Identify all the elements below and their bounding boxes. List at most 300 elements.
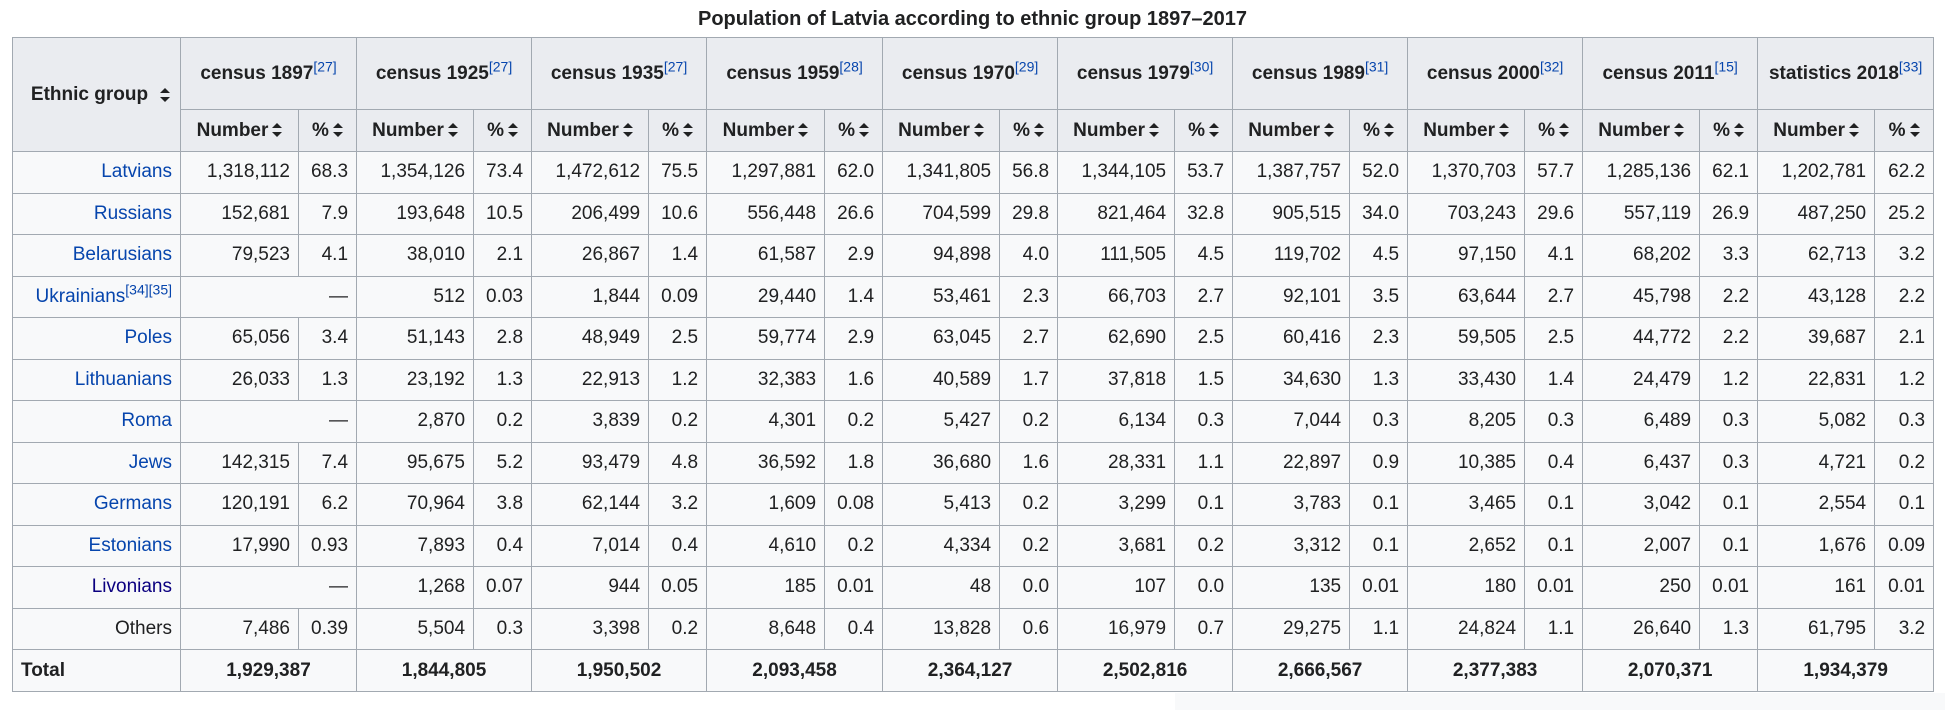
no-data-cell: — [181,276,357,318]
total-row [13,650,1934,692]
percent-cell: 0.4 [649,525,707,567]
reference-link[interactable] [489,58,512,74]
number-cell: 703,243 [1408,193,1525,235]
number-sort-header[interactable] [1233,110,1350,152]
percent-cell: 53.7 [1175,152,1233,194]
reference-link[interactable] [839,58,862,74]
number-sort-header[interactable] [181,110,299,152]
percent-cell: 1.3 [1350,359,1408,401]
number-cell: 24,479 [1583,359,1700,401]
total-cell: 2,502,816 [1058,650,1233,692]
ethnic-group-cell [13,484,181,526]
census-header [532,38,707,110]
percent-cell: 1.6 [825,359,883,401]
percent-cell: 2.9 [825,235,883,277]
number-cell: 61,795 [1758,608,1875,650]
percent-cell: 56.8 [1000,152,1058,194]
number-cell: 59,774 [707,318,825,360]
percent-cell: 0.9 [1350,442,1408,484]
percent-cell: 4.5 [1350,235,1408,277]
number-cell: 7,014 [532,525,649,567]
census-header-label: statistics 2018 [1768,62,1899,84]
number-header-label: Number [1423,119,1495,141]
table-row [13,442,1934,484]
number-cell: 704,599 [883,193,1000,235]
reference-link[interactable] [125,281,172,297]
total-cell: 2,364,127 [883,650,1058,692]
number-cell: 65,056 [181,318,299,360]
number-cell: 1,472,612 [532,152,649,194]
ethnic-group-link[interactable]: Lithuanians [74,368,172,390]
percent-cell: 34.0 [1350,193,1408,235]
number-cell: 3,465 [1408,484,1525,526]
percent-cell: 1.1 [1175,442,1233,484]
number-cell: 62,144 [532,484,649,526]
number-cell: 29,275 [1233,608,1350,650]
percent-cell: 73.4 [474,152,532,194]
percent-cell: 52.0 [1350,152,1408,194]
reference-anchor[interactable]: [27] [488,58,513,75]
percent-header-label: % [487,119,504,141]
number-cell: 4,334 [883,525,1000,567]
number-cell: 487,250 [1758,193,1875,235]
percent-cell: 4.1 [299,235,357,277]
percent-cell: 2.3 [1000,276,1058,318]
table-row [13,567,1934,609]
census-header-label: census 1979 [1076,62,1190,84]
number-sort-header[interactable] [1758,110,1875,152]
ethnic-group-link[interactable]: Germans [93,493,172,515]
percent-cell: 0.09 [649,276,707,318]
number-cell: 206,499 [532,193,649,235]
number-cell: 22,831 [1758,359,1875,401]
number-cell: 1,370,703 [1408,152,1525,194]
number-cell: 512 [357,276,474,318]
percent-sort-header[interactable] [1350,110,1408,152]
percent-cell: 1.4 [825,276,883,318]
reference-link[interactable] [1714,58,1737,74]
number-cell: 62,713 [1758,235,1875,277]
reference-link[interactable] [1899,58,1922,74]
census-header-label: census 2011 [1602,62,1715,84]
percent-cell: 0.2 [1000,484,1058,526]
percent-cell: 2.7 [1175,276,1233,318]
ethnic-group-link[interactable]: Jews [128,451,172,473]
number-cell: 63,644 [1408,276,1525,318]
ethnic-group-link[interactable]: Ukrainians [35,285,126,307]
percent-cell: 26.6 [825,193,883,235]
reference-link[interactable] [1540,58,1563,74]
number-sort-header[interactable] [1408,110,1525,152]
percent-cell: 0.3 [1875,401,1934,443]
number-cell: 5,427 [883,401,1000,443]
percent-sort-header[interactable] [1175,110,1233,152]
census-header [707,38,883,110]
total-cell: 2,666,567 [1233,650,1408,692]
number-sort-header[interactable] [1583,110,1700,152]
percent-cell: 2.2 [1875,276,1934,318]
percent-cell: 1.6 [1000,442,1058,484]
percent-cell: 6.2 [299,484,357,526]
percent-cell: 5.2 [474,442,532,484]
sort-icon[interactable] [160,88,170,102]
percent-cell: 0.01 [1700,567,1758,609]
number-cell: 1,341,805 [883,152,1000,194]
sort-icon[interactable] [1384,123,1394,137]
percent-cell: 2.5 [1175,318,1233,360]
sort-icon[interactable] [798,123,808,137]
number-cell: 107 [1058,567,1175,609]
percent-cell: 0.07 [474,567,532,609]
sort-icon[interactable] [333,123,343,137]
percent-cell: 0.0 [1000,567,1058,609]
number-cell: 39,687 [1758,318,1875,360]
percent-cell: 7.4 [299,442,357,484]
sort-icon[interactable] [508,123,518,137]
sort-icon[interactable] [1034,123,1044,137]
number-cell: 1,297,881 [707,152,825,194]
number-cell: 26,867 [532,235,649,277]
table-row [13,152,1934,194]
number-cell: 161 [1758,567,1875,609]
reference-anchor[interactable]: [33] [1898,58,1923,75]
percent-cell: 75.5 [649,152,707,194]
number-cell: 22,913 [532,359,649,401]
percent-cell: 0.0 [1175,567,1233,609]
percent-cell: 1.3 [1700,608,1758,650]
census-header [357,38,532,110]
percent-cell: 26.9 [1700,193,1758,235]
reference-anchor[interactable]: [27] [313,58,337,75]
percent-cell: 2.1 [474,235,532,277]
table-row [13,235,1934,277]
number-cell: 4,610 [707,525,825,567]
percent-cell: 0.2 [1875,442,1934,484]
percent-header-label: % [838,119,855,141]
percent-cell: 3.2 [1875,235,1934,277]
reference-link[interactable] [664,58,687,74]
number-cell: 2,870 [357,401,474,443]
sort-icon[interactable] [1324,123,1334,137]
number-sort-header[interactable] [1058,110,1175,152]
number-cell: 28,331 [1058,442,1175,484]
number-cell: 97,150 [1408,235,1525,277]
census-header-label: census 1989 [1251,62,1365,84]
census-header [1758,38,1934,110]
number-cell: 68,202 [1583,235,1700,277]
reference-anchor[interactable]: [28] [839,58,863,75]
ethnic-group-cell [13,276,181,318]
reference-anchor[interactable]: [31] [1364,58,1389,75]
number-cell: 1,285,136 [1583,152,1700,194]
number-cell: 4,301 [707,401,825,443]
number-cell: 250 [1583,567,1700,609]
number-cell: 34,630 [1233,359,1350,401]
sort-icon[interactable] [1910,123,1920,137]
total-cell: 2,377,383 [1408,650,1583,692]
number-cell: 44,772 [1583,318,1700,360]
ethnic-group-link[interactable]: Estonians [88,534,172,556]
number-sort-header[interactable] [532,110,649,152]
census-header-label: census 1959 [726,62,840,84]
sort-icon[interactable] [1734,123,1744,137]
number-cell: 48 [883,567,1000,609]
number-cell: 1,844 [532,276,649,318]
percent-cell: 2.5 [649,318,707,360]
percent-cell: 0.3 [1700,401,1758,443]
percent-sort-header[interactable] [1525,110,1583,152]
percent-cell: 0.2 [825,401,883,443]
table-row [13,359,1934,401]
number-header-label: Number [196,119,269,141]
number-cell: 557,119 [1583,193,1700,235]
percent-cell: 68.3 [299,152,357,194]
table-row [13,318,1934,360]
number-sort-header[interactable] [357,110,474,152]
percent-cell: 0.4 [825,608,883,650]
percent-cell: 3.4 [299,318,357,360]
percent-cell: 29.8 [1000,193,1058,235]
number-sort-header[interactable] [707,110,825,152]
ethnic-group-label: Others [114,617,172,639]
number-cell: 3,312 [1233,525,1350,567]
number-cell: 3,839 [532,401,649,443]
percent-cell: 0.01 [825,567,883,609]
percent-cell: 2.8 [474,318,532,360]
footer-strip [1175,693,1945,710]
sort-icon[interactable] [1674,123,1684,137]
percent-cell: 29.6 [1525,193,1583,235]
percent-cell: 1.7 [1000,359,1058,401]
ethnic-group-header[interactable] [13,38,181,152]
number-cell: 66,703 [1058,276,1175,318]
number-cell: 36,680 [883,442,1000,484]
table-row [13,276,1934,318]
ethnic-group-cell [13,525,181,567]
percent-cell: 1.5 [1175,359,1233,401]
ethnic-group-link[interactable]: Latvians [101,161,172,183]
sort-icon[interactable] [1849,123,1859,137]
percent-cell: 1.4 [1525,359,1583,401]
percent-header-label: % [312,119,329,141]
percent-cell: 0.3 [474,608,532,650]
percent-cell: 0.1 [1175,484,1233,526]
number-header-label: Number [722,119,795,141]
percent-cell: 0.01 [1525,567,1583,609]
number-cell: 8,648 [707,608,825,650]
reference-link[interactable] [1015,58,1038,74]
number-cell: 7,893 [357,525,474,567]
percent-cell: 25.2 [1875,193,1934,235]
percent-cell: 0.3 [1525,401,1583,443]
number-cell: 142,315 [181,442,299,484]
sort-icon[interactable] [683,123,693,137]
ethnic-group-link[interactable]: Russians [93,202,172,224]
sort-icon[interactable] [1499,123,1509,137]
number-cell: 6,489 [1583,401,1700,443]
reference-anchor[interactable]: [34][35] [125,281,172,298]
number-cell: 5,413 [883,484,1000,526]
census-header-label: census 1897 [200,62,314,84]
percent-cell: 1.8 [825,442,883,484]
number-header-label: Number [547,119,619,141]
reference-anchor[interactable]: [27] [663,58,688,75]
number-cell: 6,134 [1058,401,1175,443]
percent-cell: 4.8 [649,442,707,484]
percent-cell: 1.3 [299,359,357,401]
reference-link[interactable] [313,58,336,74]
sort-icon[interactable] [623,123,633,137]
reference-link[interactable] [1190,58,1213,74]
percent-sort-header[interactable] [1875,110,1934,152]
sort-icon[interactable] [1149,123,1159,137]
reference-anchor[interactable]: [15] [1714,58,1738,75]
percent-cell: 0.08 [825,484,883,526]
ethnic-group-cell [13,567,181,609]
percent-cell: 3.2 [1875,608,1934,650]
percent-cell: 0.01 [1350,567,1408,609]
number-cell: 8,205 [1408,401,1525,443]
percent-cell: 0.7 [1175,608,1233,650]
number-header-label: Number [372,119,444,141]
percent-sort-header[interactable] [825,110,883,152]
sort-icon[interactable] [1559,123,1569,137]
percent-sort-header[interactable] [474,110,532,152]
percent-sort-header[interactable] [1000,110,1058,152]
percent-cell: 1.3 [474,359,532,401]
census-header [1233,38,1408,110]
number-cell: 36,592 [707,442,825,484]
table-row [13,525,1934,567]
number-cell: 53,461 [883,276,1000,318]
reference-anchor[interactable]: [30] [1189,58,1214,75]
ethnic-group-link[interactable]: Livonians [91,576,172,598]
percent-cell: 3.5 [1350,276,1408,318]
number-cell: 193,648 [357,193,474,235]
ethnic-group-link[interactable]: Belarusians [72,244,172,266]
census-header [181,38,357,110]
percent-cell: 1.4 [649,235,707,277]
number-cell: 1,676 [1758,525,1875,567]
number-cell: 48,949 [532,318,649,360]
percent-cell: 0.4 [1525,442,1583,484]
census-header-label: census 2000 [1426,62,1540,84]
number-cell: 1,387,757 [1233,152,1350,194]
percent-cell: 1.2 [1700,359,1758,401]
no-data-cell: — [181,567,357,609]
no-data-cell: — [181,401,357,443]
number-cell: 3,042 [1583,484,1700,526]
number-cell: 2,652 [1408,525,1525,567]
number-cell: 10,385 [1408,442,1525,484]
percent-cell: 0.4 [474,525,532,567]
percent-cell: 4.5 [1175,235,1233,277]
sort-icon[interactable] [272,123,282,137]
total-cell: 1,934,379 [1758,650,1934,692]
reference-anchor[interactable]: [32] [1539,58,1564,75]
ethnic-group-cell [13,401,181,443]
census-header [1408,38,1583,110]
number-cell: 119,702 [1233,235,1350,277]
number-cell: 3,398 [532,608,649,650]
percent-cell: 62.0 [825,152,883,194]
table-row [13,608,1934,650]
number-cell: 6,437 [1583,442,1700,484]
table-row [13,401,1934,443]
total-cell: 1,929,387 [181,650,357,692]
number-cell: 120,191 [181,484,299,526]
percent-cell: 4.1 [1525,235,1583,277]
percent-cell: 0.05 [649,567,707,609]
number-cell: 43,128 [1758,276,1875,318]
percent-sort-header[interactable] [1700,110,1758,152]
census-header [883,38,1058,110]
table-caption: Population of Latvia according to ethnic group 1897–2017 [697,8,1247,30]
ethnic-group-link[interactable]: Roma [121,410,172,432]
sort-icon[interactable] [974,123,984,137]
number-cell: 5,082 [1758,401,1875,443]
number-cell: 23,192 [357,359,474,401]
number-cell: 3,681 [1058,525,1175,567]
sort-icon[interactable] [448,123,458,137]
percent-cell: 2.9 [825,318,883,360]
sort-icon[interactable] [1209,123,1219,137]
percent-sort-header[interactable] [649,110,707,152]
number-cell: 94,898 [883,235,1000,277]
number-header-label: Number [1598,119,1671,141]
number-cell: 29,440 [707,276,825,318]
percent-cell: 10.5 [474,193,532,235]
percent-sort-header[interactable] [299,110,357,152]
number-sort-header[interactable] [883,110,1000,152]
number-cell: 7,486 [181,608,299,650]
percent-cell: 0.01 [1875,567,1934,609]
number-cell: 1,268 [357,567,474,609]
percent-cell: 2.3 [1350,318,1408,360]
table-row [13,193,1934,235]
percent-cell: 2.5 [1525,318,1583,360]
number-cell: 1,354,126 [357,152,474,194]
percent-cell: 3.3 [1700,235,1758,277]
number-cell: 1,609 [707,484,825,526]
ethnic-group-cell [13,152,181,194]
number-header-label: Number [898,119,970,141]
reference-link[interactable] [1365,58,1388,74]
percent-cell: 0.2 [1175,525,1233,567]
ethnic-group-cell [13,608,181,650]
percent-cell: 0.93 [299,525,357,567]
percent-cell: 0.3 [1700,442,1758,484]
percent-cell: 3.8 [474,484,532,526]
ethnic-group-link[interactable]: Poles [124,327,172,349]
number-cell: 111,505 [1058,235,1175,277]
number-cell: 61,587 [707,235,825,277]
number-cell: 40,589 [883,359,1000,401]
ethnic-group-header-label: Ethnic group [30,83,149,105]
total-cell: 1,950,502 [532,650,707,692]
number-header-label: Number [1248,119,1320,141]
percent-header-label: % [1538,119,1556,141]
percent-cell: 0.1 [1700,484,1758,526]
reference-anchor[interactable]: [29] [1014,58,1039,75]
percent-cell: 1.2 [649,359,707,401]
ethnic-group-cell [13,235,181,277]
sort-icon[interactable] [859,123,869,137]
number-cell: 135 [1233,567,1350,609]
census-header [1583,38,1758,110]
percent-cell: 0.2 [649,401,707,443]
total-label: Total [13,650,181,692]
